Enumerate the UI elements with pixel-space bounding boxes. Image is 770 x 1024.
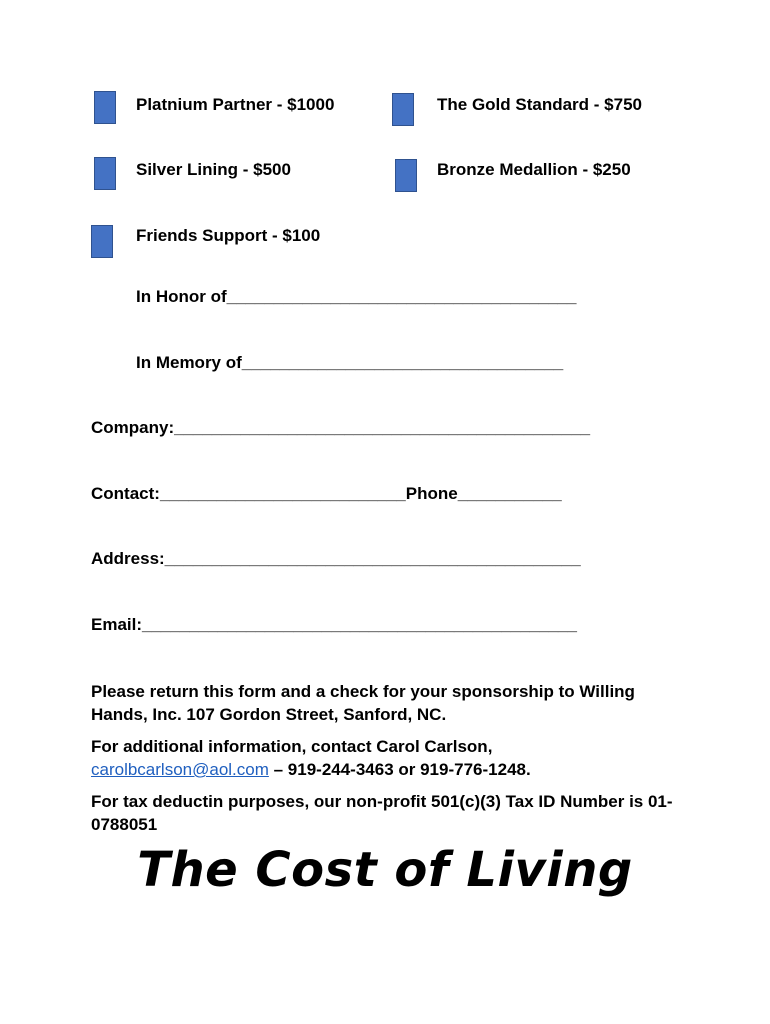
tax-text: For tax deductin purposes, our non-profit 501(c)(3) Tax ID Number is 01-0788051 <box>91 792 673 834</box>
checkbox-silver-lining[interactable] <box>94 157 116 190</box>
company-field[interactable]: Company:____________________________________________ <box>91 418 591 437</box>
level-label-friends: Friends Support - $100 <box>136 226 321 245</box>
level-label-gold: The Gold Standard - $750 <box>437 95 642 114</box>
contact-prefix: For additional information, contact Carol Carlson, <box>91 737 493 756</box>
return-text: Please return this form and a check for your sponsorship to Willing Hands, Inc. 107 Gordon Street, Sanford, NC. <box>91 682 635 724</box>
tax-info <box>91 790 691 836</box>
checkbox-bronze-medallion[interactable] <box>395 159 417 192</box>
address-field[interactable]: Address:____________________________________________ <box>91 549 581 568</box>
checkbox-friends-support[interactable] <box>91 225 113 258</box>
headline-title: The Cost of Living <box>137 842 633 898</box>
contact-phone-field[interactable]: Contact:__________________________Phone___________ <box>91 484 562 503</box>
contact-phones: – 919-244-3463 or 919-776-1248. <box>268 760 531 779</box>
return-instructions <box>91 680 691 726</box>
level-label-platinum: Platnium Partner - $1000 <box>136 95 335 114</box>
email-field[interactable]: Email:______________________________________________ <box>91 615 577 634</box>
contact-info <box>91 735 691 781</box>
level-label-bronze: Bronze Medallion - $250 <box>437 160 631 179</box>
in-memory-field[interactable]: In Memory of__________________________________ <box>136 353 564 372</box>
contact-email-link[interactable]: carolbcarlson@aol.com <box>91 760 269 779</box>
checkbox-platinum-partner[interactable] <box>94 91 116 124</box>
level-label-silver: Silver Lining - $500 <box>136 160 291 179</box>
in-honor-field[interactable]: In Honor of_____________________________________ <box>136 287 577 306</box>
checkbox-gold-standard[interactable] <box>392 93 414 126</box>
